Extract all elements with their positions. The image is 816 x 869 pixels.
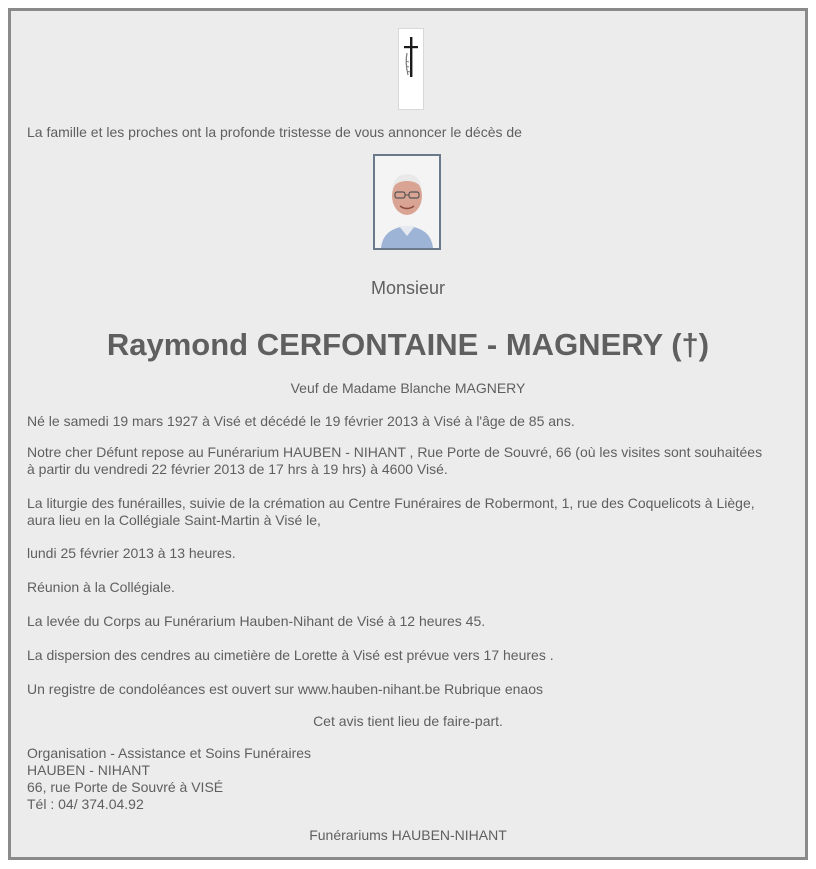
register-line: Un registre de condoléances est ouvert sur www.hauben-nihant.be Rubrique enaos <box>27 681 543 697</box>
ashes-line: La dispersion des cendres au cimetière de Lorette à Visé est prévue vers 17 heures . <box>27 647 554 663</box>
cross-icon <box>398 28 424 110</box>
organisation-line: HAUBEN - NIHANT <box>27 762 150 778</box>
liturgy-line: La liturgie des funérailles, suivie de la crémation au Centre Funéraires de Robermont, 1, rue des Coquelicots à Liège, <box>27 495 755 511</box>
portrait-photo <box>373 154 441 250</box>
honorific: Monsieur <box>370 278 446 298</box>
intro-text: La famille et les proches ont la profonde tristesse de vous annoncer le décès de <box>27 124 522 140</box>
notice-line: Cet avis tient lieu de faire-part. <box>313 713 503 729</box>
organisation-line: 66, rue Porte de Souvré à VISÉ <box>27 779 224 795</box>
body-departure-line: La levée du Corps au Funérarium Hauben-Nihant de Visé à 12 heures 45. <box>27 613 486 629</box>
birth-death-line: Né le samedi 19 mars 1927 à Visé et décédé le 19 février 2013 à Visé à l'âge de 85 ans. <box>27 413 575 429</box>
liturgy-line: aura lieu en la Collégiale Saint-Martin à Visé le, <box>27 512 321 528</box>
meeting-line: Réunion à la Collégiale. <box>27 579 175 595</box>
rest-paragraph <box>27 444 762 478</box>
widower-line: Veuf de Madame Blanche MAGNERY <box>290 380 526 396</box>
rest-line: Notre cher Défunt repose au Funérarium HAUBEN - NIHANT , Rue Porte de Souvré, 66 (où les visites sont souhaitées <box>27 444 763 460</box>
footer-signature: Funérariums HAUBEN-NIHANT <box>309 827 507 843</box>
deceased-name: Raymond CERFONTAINE - MAGNERY (†) <box>106 327 710 362</box>
rest-line: à partir du vendredi 22 février 2013 de 17 hrs à 19 hrs) à 4600 Visé. <box>27 461 448 477</box>
liturgy-paragraph <box>27 495 755 529</box>
organisation-line: Tél : 04/ 374.04.92 <box>27 796 144 812</box>
organisation-block <box>27 745 311 813</box>
organisation-line: Organisation - Assistance et Soins Funéraires <box>27 745 312 761</box>
ceremony-date: lundi 25 février 2013 à 13 heures. <box>27 545 236 561</box>
obituary-card <box>8 8 808 860</box>
